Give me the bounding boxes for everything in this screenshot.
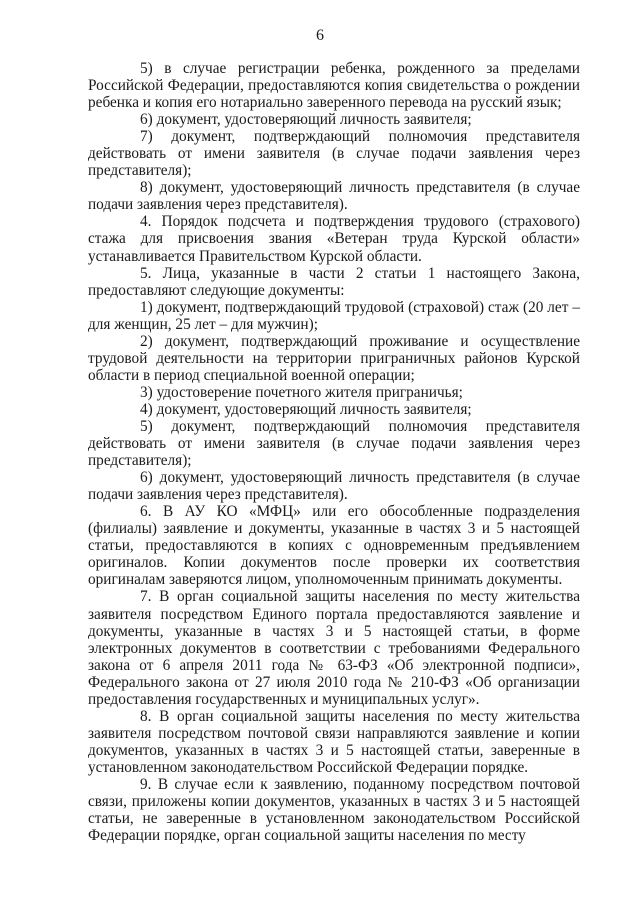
paragraph-part-5-item-5: 5) документ, подтверждающий полномочия представителя действовать от имени заявителя (в случае подачи заявления через представителя); <box>88 417 580 470</box>
paragraph-item-7-representative-authority: 7) документ, подтверждающий полномочия представителя действовать от имени заявителя (в случае подачи заявления через представителя); <box>88 128 580 180</box>
paragraph-part-6: 6. В АУ КО «МФЦ» или его обособленные подразделения (филиалы) заявление и документы, указанные в частях 3 и 5 настоящей статьи, предоставляются в копиях с одновременным предъявлением оригиналов. Копии документов после проверки их соответствия оригиналам заверяются лицом, уполномоченным принимать документы. <box>88 503 580 589</box>
paragraph-part-5: 5. Лица, указанные в части 2 статьи 1 настоящего Закона, предоставляют следующие документы: <box>88 264 580 299</box>
paragraph-part-5-item-2: 2) документ, подтверждающий проживание и осуществление трудовой деятельности на территории приграничных районов Курской области в период специальной военной операции; <box>88 332 580 384</box>
paragraph-part-5-item-3: 3) удостоверение почетного жителя приграничья; <box>140 383 463 401</box>
paragraph-part-5-item-1: 1) документ, подтверждающий трудовой (страховой) стаж (20 лет – для женщин, 25 лет – для мужчин); <box>88 298 580 333</box>
paragraph-item-8-representative-id: 8) документ, удостоверяющий личность представителя (в случае подачи заявления через представителя). <box>88 179 580 214</box>
document-body <box>88 60 580 844</box>
paragraph-part-9: 9. В случае если к заявлению, поданному посредством почтовой связи, приложены копии документов, указанных в частях 3 и 5 настоящей статьи, не заверенные в установленном законодательством Российской Федерации порядке, орган социальной защиты населения по месту <box>88 775 580 845</box>
paragraph-part-7: 7. В орган социальной защиты населения по месту жительства заявителя посредством Единого портала предоставляются заявление и документы, указанные в частях 3 и 5 настоящей статьи, в форме электронных документов в соответствии с требованиями Федерального закона от 6 апреля 2011 года № 63-ФЗ «Об электронной подписи», Федерального закона от 27 июля 2010 года № 210-ФЗ «Об организации предоставления государственных и муниципальных услуг». <box>88 588 580 708</box>
paragraph-part-5-item-6: 6) документ, удостоверяющий личность представителя (в случае подачи заявления через представителя). <box>88 469 580 504</box>
page-number: 6 <box>316 27 324 44</box>
paragraph-item-6-applicant-id: 6) документ, удостоверяющий личность заявителя; <box>140 111 472 129</box>
paragraph-part-5-item-4: 4) документ, удостоверяющий личность заявителя; <box>140 400 472 418</box>
paragraph-item-5-birth-abroad: 5) в случае регистрации ребенка, рожденного за пределами Российской Федерации, предоставляются копия свидетельства о рождении ребенка и копия его нотариально заверенного перевода на русский язык; <box>88 60 580 112</box>
paragraph-part-8: 8. В орган социальной защиты населения по месту жительства заявителя посредством почтовой связи направляются заявление и копии документов, указанных в частях 3 и 5 настоящей статьи, заверенные в установленном законодательством Российской Федерации порядке. <box>88 707 580 776</box>
paragraph-part-4: 4. Порядок подсчета и подтверждения трудового (страхового) стажа для присвоения звания «Ветеран труда Курской области» устанавливается Правительством Курской области. <box>88 213 580 265</box>
